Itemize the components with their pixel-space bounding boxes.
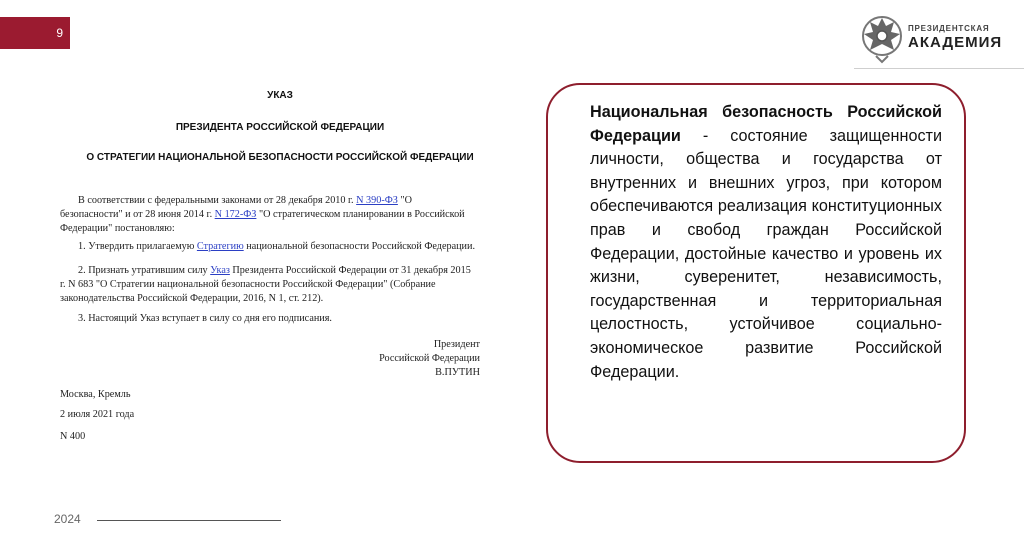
definition-text bbox=[590, 101, 942, 384]
logo-line2: АКАДЕМИЯ bbox=[908, 34, 1003, 51]
decree-item-2-line1: 2. Признать утратившим силу Указ Президента Российской Федерации от 31 декабря 2015 bbox=[78, 265, 471, 276]
decree-issuer: ПРЕЗИДЕНТА РОССИЙСКОЙ ФЕДЕРАЦИИ bbox=[175, 122, 385, 133]
decree-intro-line2: безопасности" и от 28 июня 2014 г. N 172-ФЗ "О стратегическом планировании в Российской bbox=[60, 209, 465, 220]
signature-title: Президент bbox=[433, 339, 480, 350]
definition-dash: - bbox=[680, 126, 709, 145]
decree-intro-line1: В соответствии с федеральными законами от 28 декабря 2010 г. N 390-ФЗ "О bbox=[78, 195, 412, 206]
decree-intro-line3: Федерации" постановляю: bbox=[60, 223, 175, 234]
eagle-crest-icon bbox=[858, 10, 906, 64]
decree-683-link[interactable]: Указ bbox=[210, 265, 230, 276]
header-divider bbox=[854, 68, 1024, 69]
decree-item-2-line3: законодательства Российской Федерации, 2016, N 1, ст. 212). bbox=[60, 293, 324, 304]
footer-divider bbox=[97, 520, 281, 521]
page-number-badge bbox=[0, 17, 70, 49]
academy-logo bbox=[858, 10, 1008, 66]
logo-line1: ПРЕЗИДЕНТСКАЯ bbox=[908, 24, 990, 33]
decree-item-1: 1. Утвердить прилагаемую Стратегию национальной безопасности Российской Федерации. bbox=[78, 241, 475, 252]
decree-place: Москва, Кремль bbox=[60, 389, 131, 400]
definition-body: состояние защищенности личности, общества и государства от внутренних и внешних угроз, при котором обеспечиваются реализация конституционных прав и свобод граждан Российской Федерации, достойные качество и уровень их жизни, суверенитет, независимость, государственная и территориальная целостность, устойчивое социально-экономическое развитие Российской Федерации. bbox=[590, 126, 942, 381]
decree-date: 2 июля 2021 года bbox=[60, 409, 135, 420]
law-390-link[interactable]: N 390-ФЗ bbox=[356, 195, 398, 206]
signature-name: В.ПУТИН bbox=[435, 367, 480, 378]
signature-country: Российской Федерации bbox=[379, 353, 480, 364]
decree-number: N 400 bbox=[60, 431, 86, 442]
footer-year: 2024 bbox=[54, 512, 81, 526]
decree-item-2-line2: г. N 683 "О Стратегии национальной безопасности Российской Федерации" (Собрание bbox=[60, 279, 436, 290]
definition-term: Национальная безопасность Российской Федерации bbox=[590, 103, 942, 145]
decree-heading: УКАЗ bbox=[267, 90, 293, 101]
strategy-link[interactable]: Стратегию bbox=[196, 241, 244, 252]
page-number: 9 bbox=[56, 26, 63, 40]
definition-box bbox=[546, 83, 966, 463]
decree-title: О СТРАТЕГИИ НАЦИОНАЛЬНОЙ БЕЗОПАСНОСТИ РОССИЙСКОЙ ФЕДЕРАЦИИ bbox=[86, 152, 474, 163]
law-172-link[interactable]: N 172-ФЗ bbox=[214, 209, 257, 220]
signature-block bbox=[360, 338, 480, 380]
decree-item-3: 3. Настоящий Указ вступает в силу со дня его подписания. bbox=[78, 313, 332, 324]
